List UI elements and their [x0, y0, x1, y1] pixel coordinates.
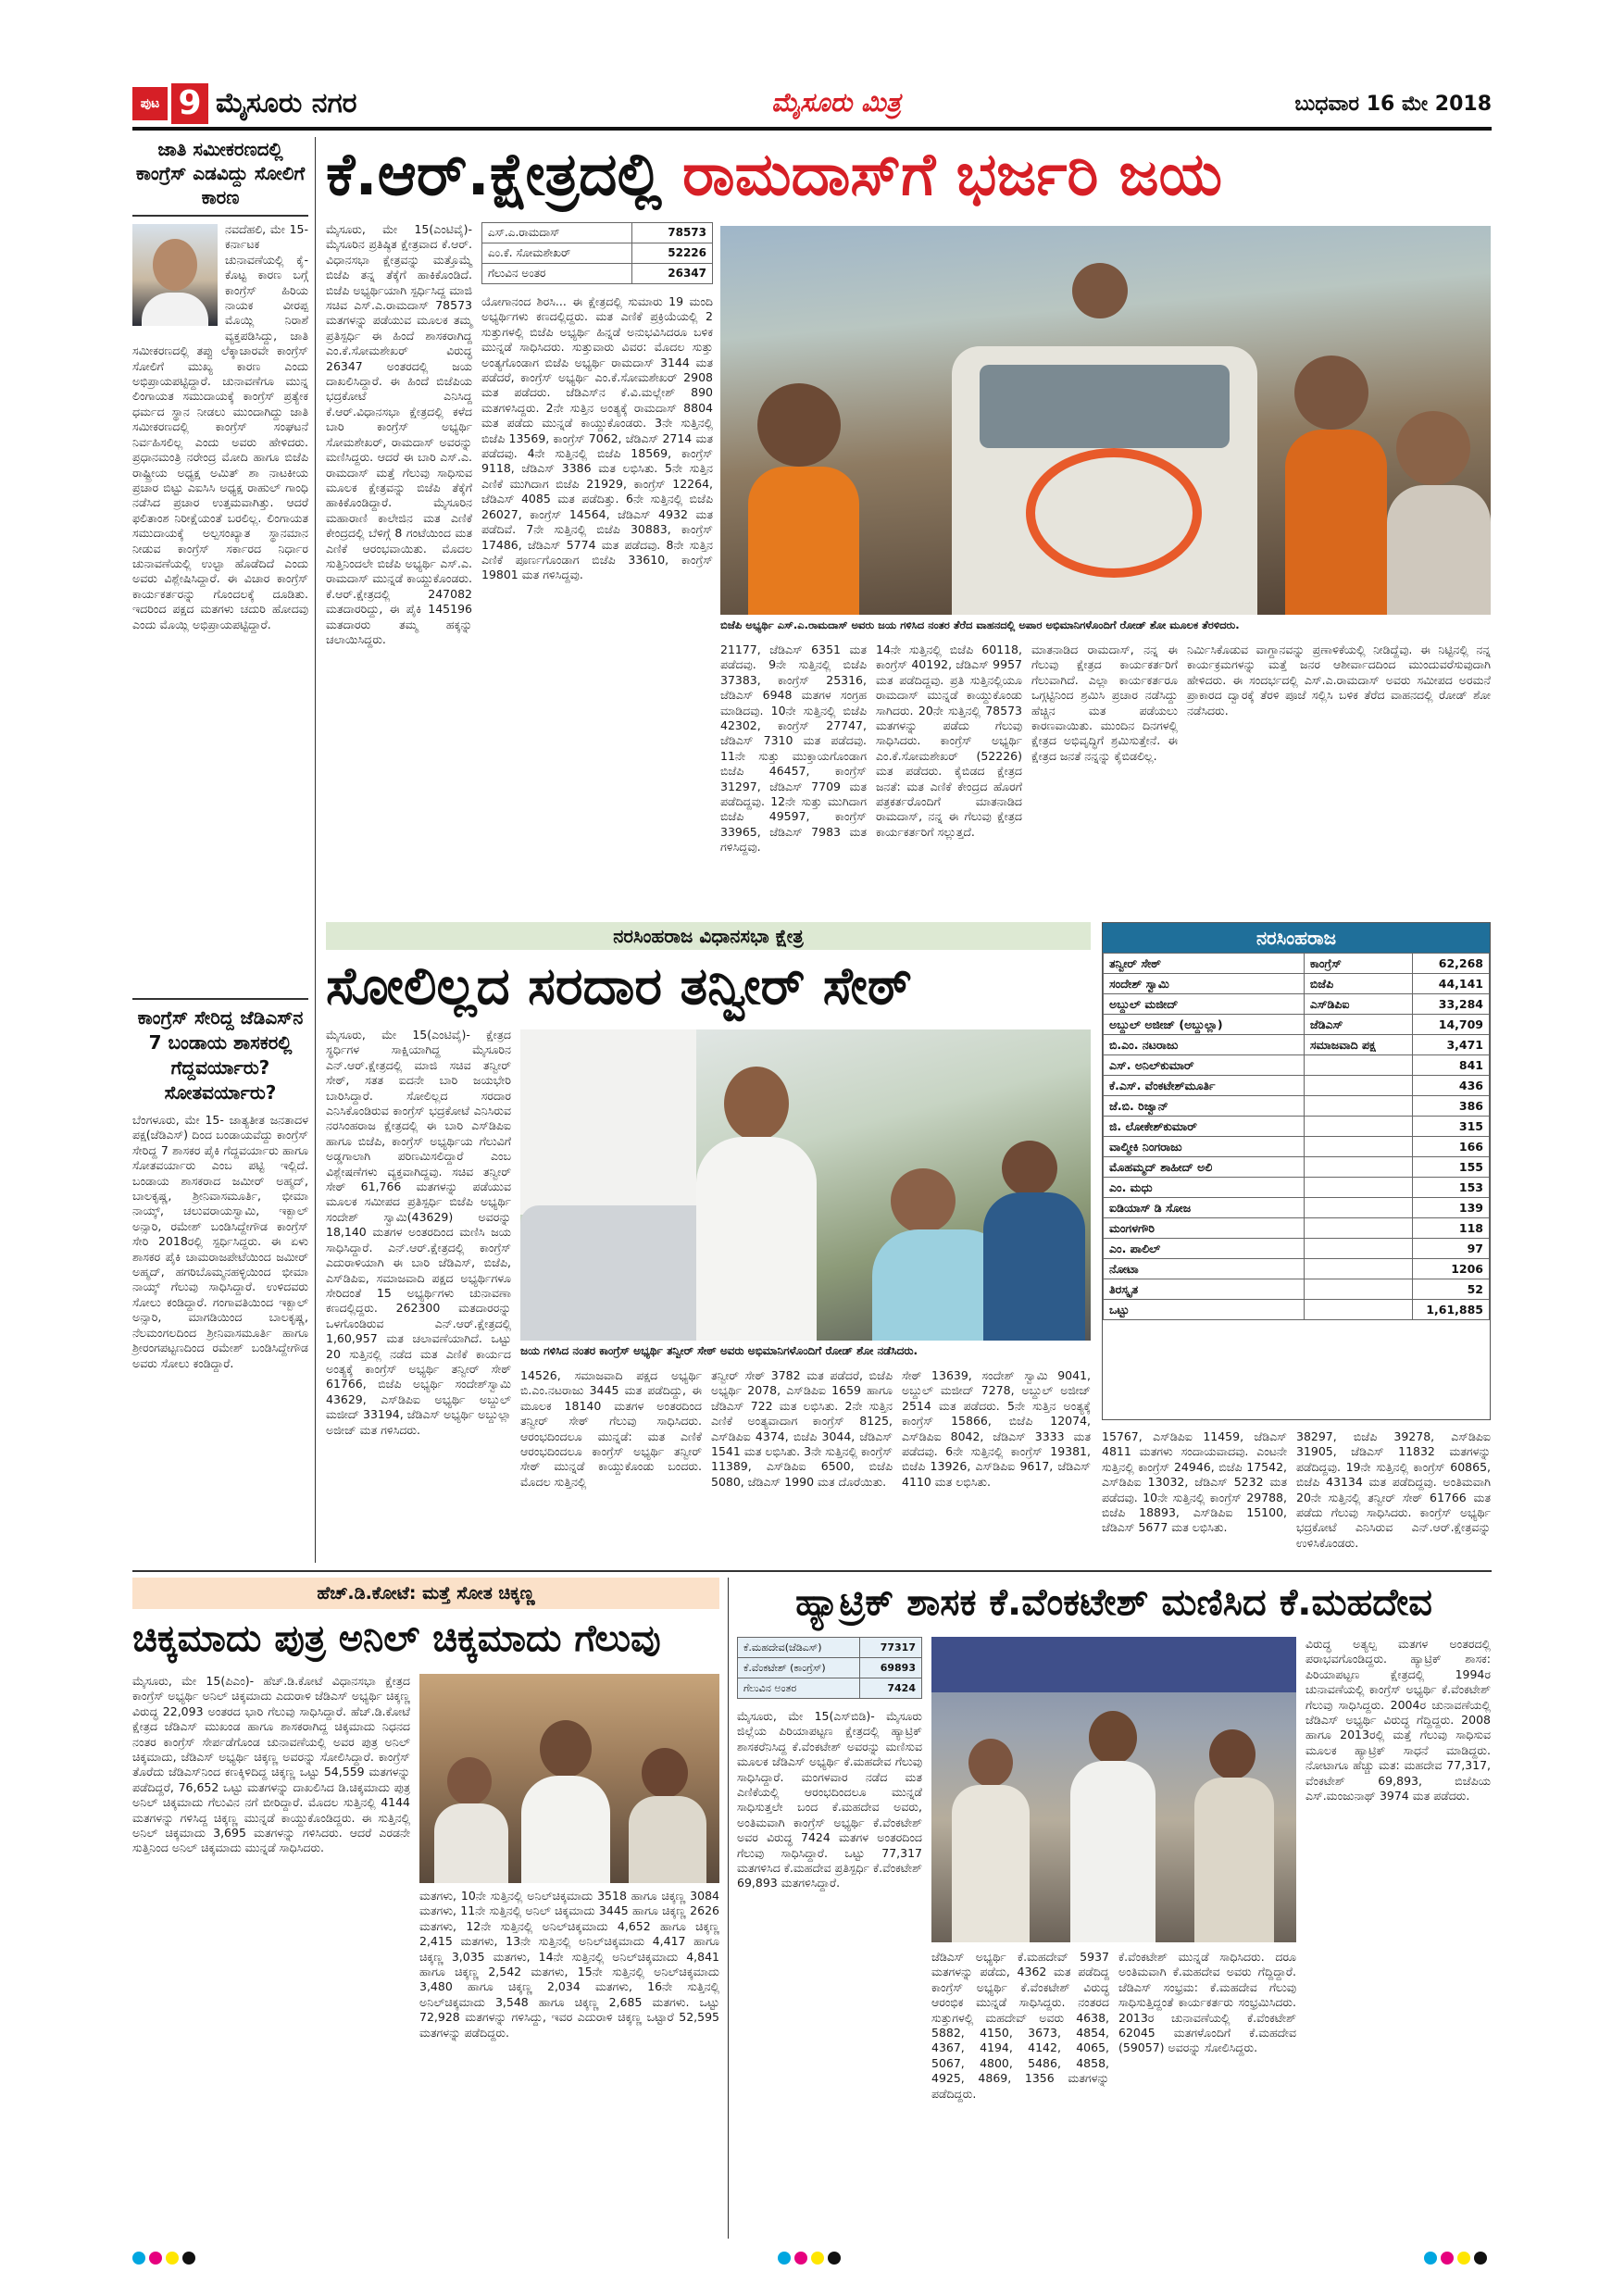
- story2-headline: ಸೋಲಿಲ್ಲದ ಸರದಾರ ತನ್ವೀರ್ ಸೇಠ್: [326, 956, 912, 1017]
- supporter-shirt: [629, 1796, 706, 1883]
- story4-body-c: ಕೆ.ವೆಂಕಟೇಶ್ ಮುನ್ನಡೆ ಸಾಧಿಸಿದರು. ದರೂ ಅಂತಿಮವಾಗಿ ಕೆ.ಮಹದೇವ ಅವರು ಗೆದ್ದಿದ್ದಾರೆ. ಜೆಡಿಎಸ್ ಸಂಭ್ರಮ: ಕೆ.ಮಹದೇವ ಗೆಲುವು ಸಾಧಿಸುತ್ತಿದ್ದಂತೆ ಕಾರ್ಯಕರ್ತರು ಸಂಭ್ರಮಿಸಿದರು. 2013ರ ಚುನಾವಣೆಯಲ್ಲಿ ಕೆ.ವೆಂಕಟೇಶ್ 62045 ಮತಗಳೊಂದಿಗೆ ಕೆ.ಮಹದೇವ (59057) ಅವರನ್ನು ಸೋಲಿಸಿದ್ದರು.: [1118, 1950, 1296, 2055]
- story3-body-a: ಮೈಸೂರು, ಮೇ 15(ಪಿಎಂ)- ಹೆಚ್.ಡಿ.ಕೋಟೆ ವಿಧಾನಸಭಾ ಕ್ಷೇತ್ರದ ಕಾಂಗ್ರೆಸ್ ಅಭ್ಯರ್ಥಿ ಅನಿಲ್ ಚಿಕ್ಕಮಾದು ಎದುರಾಳಿ ಜೆಡಿಎಸ್ ಅಭ್ಯರ್ಥಿ ಚಿಕ್ಕಣ್ಣ ವಿರುದ್ಧ 22,093 ಅಂತರದ ಭಾರಿ ಗೆಲುವು ಸಾಧಿಸಿದ್ದಾರೆ. ಹೆಚ್.ಡಿ.ಕೋಟೆ ಕ್ಷೇತ್ರದ ಜೆಡಿಎಸ್ ಮುಖಂಡ ಹಾಗೂ ಶಾಸಕರಾಗಿದ್ದ ಚಿಕ್ಕಮಾದು ನಿಧನದ ನಂತರ ಕಾಂಗ್ರೆಸ್ ಸೇರ್ಪಡೆಗೊಂಡ ಚುನಾವಣೆಯಲ್ಲಿ ಅವರ ಪುತ್ರ ಅನಿಲ್ ಚಿಕ್ಕಮಾದು, ಜೆಡಿಎಸ್ ಅಭ್ಯರ್ಥಿ ಚಿಕ್ಕಣ್ಣ ಅವರನ್ನು ಸೋಲಿಸಿದ್ದಾರೆ. ಕಾಂಗ್ರೆಸ್ ತೊರೆದು ಜೆಡಿಎಸ್‌ನಿಂದ ಕಣಕ್ಕಿಳಿದಿದ್ದ ಚಿಕ್ಕಣ್ಣ ಒಟ್ಟು 54,559 ಮತಗಳನ್ನು ಪಡೆದಿದ್ದರೆ, 76,652 ಒಟ್ಟು ಮತಗಳನ್ನು ದಾಖಲಿಸಿದ ಡಿ.ಚಿಕ್ಕಮಾದು ಪುತ್ರ ಅನಿಲ್ ಚಿಕ್ಕಮಾದು ಗೆಲುವಿನ ನಗೆ ಬೀರಿದ್ದಾರೆ. ಮೊದಲ ಸುತ್ತಿನಲ್ಲಿ 4144 ಮತಗಳನ್ನು ಗಳಿಸಿದ್ದ ಚಿಕ್ಕಣ್ಣ ಮುನ್ನಡೆ ಕಾಯ್ದುಕೊಂಡಿದ್ದರು. ಈ ಸುತ್ತಿನಲ್ಲಿ ಅನಿಲ್ ಚಿಕ್ಕಮಾದು 3,695 ಮತಗಳನ್ನು ಗಳಿಸಿದರು. ಆದರೆ ಎರಡನೇ ಸುತ್ತಿನಿಂದ ಅನಿಲ್ ಚಿಕ್ಕಮಾದು ಮುನ್ನಡೆ ಸಾಧಿಸಿದರು.: [132, 1674, 410, 1855]
- nr-cell-votes: 1206: [1412, 1259, 1489, 1279]
- nr-cell-party: [1304, 1117, 1412, 1137]
- story1-body-a: ಮೈಸೂರು, ಮೇ 15(ಎಂಟಿವೈ)- ಮೈಸೂರಿನ ಪ್ರತಿಷ್ಠಿತ ಕ್ಷೇತ್ರವಾದ ಕೆ.ಆರ್. ವಿಧಾನಸಭಾ ಕ್ಷೇತ್ರವನ್ನು ಮತ್ತೊಮ್ಮೆ ಬಿಜೆಪಿ ತನ್ನ ತೆಕ್ಕೆಗೆ ಹಾಕಿಕೊಂಡಿದೆ. ಬಿಜೆಪಿ ಅಭ್ಯರ್ಥಿಯಾಗಿ ಸ್ಪರ್ಧಿಸಿದ್ದ ಮಾಜಿ ಸಚಿವ ಎಸ್.ಎ.ರಾಮದಾಸ್ 78573 ಮತಗಳನ್ನು ಪಡೆಯುವ ಮೂಲಕ ತಮ್ಮ ಪ್ರತಿಸ್ಪರ್ಧಿ ಈ ಹಿಂದೆ ಶಾಸಕರಾಗಿದ್ದ ಎಂ.ಕೆ.ಸೋಮಶೇಖರ್ ವಿರುದ್ಧ 26347 ಅಂತರದಲ್ಲಿ ಜಯ ದಾಖಲಿಸಿದ್ದಾರೆ. ಈ ಹಿಂದೆ ಬಿಜೆಪಿಯ ಭದ್ರಕೋಟೆ ಎನಿಸಿದ್ದ ಕೆ.ಆರ್.ವಿಧಾನಸಭಾ ಕ್ಷೇತ್ರದಲ್ಲಿ ಕಳೆದ ಬಾರಿ ಕಾಂಗ್ರೆಸ್ ಅಭ್ಯರ್ಥಿ ಸೋಮಶೇಖರ್, ರಾಮದಾಸ್ ಅವರನ್ನು ಮಣಿಸಿದ್ದರು. ಆದರೆ ಈ ಬಾರಿ ಎಸ್.ಎ. ರಾಮದಾಸ್ ಮತ್ತೆ ಗೆಲುವು ಸಾಧಿಸುವ ಮೂಲಕ ಕ್ಷೇತ್ರವನ್ನು ಬಿಜೆಪಿ ತೆಕ್ಕೆಗೆ ಹಾಕಿಕೊಂಡಿದ್ದಾರೆ. ಮೈಸೂರಿನ ಮಹಾರಾಣಿ ಕಾಲೇಜಿನ ಮತ ಎಣಿಕೆ ಕೇಂದ್ರದಲ್ಲಿ ಬೆಳಿಗ್ಗೆ 8 ಗಂಟೆಯಿಂದ ಮತ ಎಣಿಕೆ ಆರಂಭವಾಯಿತು. ಮೊದಲ ಸುತ್ತಿನಿಂದಲೇ ಬಿಜೆಪಿ ಅಭ್ಯರ್ಥಿ ಎಸ್.ಎ. ರಾಮದಾಸ್ ಮುನ್ನಡೆ ಕಾಯ್ದುಕೊಂಡರು. ಕೆ.ಆರ್.ಕ್ಷೇತ್ರದಲ್ಲಿ 247082 ಮತದಾರರಿದ್ದು, ಈ ಪೈಕಿ 145196 ಮತದಾರರು ತಮ್ಮ ಹಕ್ಕನ್ನು ಚಲಾಯಿಸಿದ್ದರು.: [326, 222, 472, 646]
- black-dot: [1474, 2252, 1487, 2265]
- nr-cell-votes: 386: [1412, 1096, 1489, 1117]
- nr-cell-name: ತನ್ವೀರ್ ಸೇಠ್: [1104, 954, 1305, 974]
- nr-cell-votes: 62,268: [1412, 954, 1489, 974]
- nr-cell-name: ಎಸ್. ಅನಿಲ್‌ಕುಮಾರ್: [1104, 1055, 1305, 1076]
- story4-results-box: [737, 1637, 922, 1703]
- nr-cell-name: ಮಂಗಳಗೌರಿ: [1104, 1218, 1305, 1239]
- result-name: ಕೆ.ಮಹದೇವ(ಜೆಡಿಎಸ್): [738, 1638, 860, 1658]
- nr-cell-name: ಅಬ್ದುಲ್ ಅಜೀಜ್ (ಅಬ್ದುಲ್ಲಾ): [1104, 1015, 1305, 1035]
- nr-cell-votes: 166: [1412, 1137, 1489, 1157]
- crowd-figure: [1396, 411, 1470, 485]
- story2-section-label: ನರಸಿಂಹರಾಜ ವಿಧಾನಸಭಾ ಕ್ಷೇತ್ರ: [326, 922, 1091, 950]
- page-label-box: [132, 87, 168, 120]
- result-name: ಕೆ.ವೆಂಕಟೇಶ್ (ಕಾಂಗ್ರೆಸ್): [738, 1658, 860, 1678]
- nr-cell-votes: 153: [1412, 1178, 1489, 1198]
- nr-cell-party: [1304, 1259, 1412, 1279]
- story4-headline: ಹ್ಯಾಟ್ರಿಕ್ ಶಾಸಕ ಕೆ.ವೆಂಕಟೇಶ್ ಮಣಿಸಿದ ಕೆ.ಮಹದೇವ: [795, 1581, 1432, 1624]
- masthead-logo: ಮೈಸೂರು ಮಿತ್ರ: [771, 87, 901, 118]
- story3-photo: [419, 1674, 719, 1883]
- portrait-shirt: [142, 293, 208, 326]
- table-row: [738, 1658, 922, 1678]
- left-column-divider: [315, 137, 316, 1563]
- supporter-head: [968, 1739, 1013, 1787]
- table-row: [1104, 1015, 1490, 1035]
- crowd-figure: [1072, 263, 1128, 318]
- story2-body-d: ಸೇಠ್ 13639, ಸಂದೇಶ್ ಸ್ವಾಮಿ 9041, ಅಬ್ದುಲ್ ಮಜೀದ್ 7278, ಅಬ್ದುಲ್ ಅಜೀಜ್ 2514 ಮತ ಪಡೆದರು. 5ನೇ ಸುತ್ತಿನ ಅಂತ್ಯಕ್ಕೆ ಕಾಂಗ್ರೆಸ್ 15866, ಬಿಜೆಪಿ 12074, ಎಸ್‌ಡಿಪಿಐ 8042, ಜೆಡಿಎಸ್ 3333 ಮತ ಪಡೆದವು. 6ನೇ ಸುತ್ತಿನಲ್ಲಿ ಕಾಂಗ್ರೆಸ್ 19381, ಬಿಜೆಪಿ 13926, ಎಸ್‌ಡಿಪಿಐ 9617, ಜೆಡಿಎಸ್ 4110 ಮತ ಲಭಿಸಿತು.: [902, 1368, 1091, 1489]
- nr-cell-name: ಎಂ. ಪಾಲಿಲ್: [1104, 1239, 1305, 1259]
- story4-body-d: ವಿರುದ್ಧ ಅತ್ಯಲ್ಪ ಮತಗಳ ಅಂತರದಲ್ಲಿ ಪರಾಭವಗೊಂಡಿದ್ದರು. ಹ್ಯಾಟ್ರಿಕ್ ಶಾಸಕ: ಪಿರಿಯಾಪಟ್ಟಣ ಕ್ಷೇತ್ರದಲ್ಲಿ 1994ರ ಚುನಾವಣೆಯಲ್ಲಿ ಕಾಂಗ್ರೆಸ್ ಅಭ್ಯರ್ಥಿ ಕೆ.ವೆಂಕಟೇಶ್ ಗೆಲುವು ಸಾಧಿಸಿದ್ದರು. 2004ರ ಚುನಾವಣೆಯಲ್ಲಿ ಜೆಡಿಎಸ್ ಅಭ್ಯರ್ಥಿ ವಿರುದ್ಧ ಗೆದ್ದಿದ್ದರು. 2008 ಹಾಗೂ 2013ರಲ್ಲಿ ಮತ್ತೆ ಗೆಲುವು ಸಾಧಿಸುವ ಮೂಲಕ ಹ್ಯಾಟ್ರಿಕ್ ಸಾಧನೆ ಮಾಡಿದ್ದರು. ನೋಟಾಗೂ ಹೆಚ್ಚು ಮತ: ಮಹದೇವ 77,317, ವೆಂಕಟೇಶ್ 69,893, ಬಿಜೆಪಿಯ ಎಸ್.ಮಂಜುನಾಥ್ 3974 ಮತ ಪಡೆದರು.: [1305, 1637, 1491, 1803]
- story4-body-b: ಜೆಡಿಎಸ್ ಅಭ್ಯರ್ಥಿ ಕೆ.ಮಹದೇವ್ 5937 ಮತಗಳನ್ನು ಪಡೆದು, 4362 ಮತ ಪಡೆದಿದ್ದ ಕಾಂಗ್ರೆಸ್ ಅಭ್ಯರ್ಥಿ ಕೆ.ವೆಂಕಟೇಶ್ ವಿರುದ್ಧ ಆರಂಭಿಕ ಮುನ್ನಡೆ ಸಾಧಿಸಿದ್ದರು. ನಂತರದ ಸುತ್ತುಗಳಲ್ಲಿ ಮಹದೇವ್ ಅವರು 4638, 5882, 4150, 3673, 4854, 4367, 4194, 4142, 4065, 5067, 4800, 5486, 4858, 4925, 4869, 1356 ಮತಗಳನ್ನು ಪಡೆದಿದ್ದರು.: [931, 1950, 1109, 2101]
- result-name: ಎಸ್.ಎ.ರಾಮದಾಸ್: [482, 223, 632, 243]
- story1-body-e: ಮಾತನಾಡಿದ ರಾಮದಾಸ್, ನನ್ನ ಈ ಗೆಲುವು ಕ್ಷೇತ್ರದ ಕಾರ್ಯಕರ್ತರಿಗೆ ಗೆಲುವಾಗಿದೆ. ಎಲ್ಲಾ ಕಾರ್ಯಕರ್ತರೂ ಒಗ್ಗಟ್ಟಿನಿಂದ ಶ್ರಮಿಸಿ ಪ್ರಚಾರ ನಡೆಸಿದ್ದು ಹೆಚ್ಚಿನ ಮತ ಪಡೆಯಲು ಕಾರಣವಾಯಿತು. ಮುಂದಿನ ದಿನಗಳಲ್ಲಿ ಕ್ಷೇತ್ರದ ಅಭಿವೃದ್ಧಿಗೆ ಶ್ರಮಿಸುತ್ತೇನೆ. ಈ ಕ್ಷೇತ್ರದ ಜನತೆ ನನ್ನನ್ನು ಕೈಬಿಡಲಿಲ್ಲ.: [1031, 643, 1178, 763]
- section-name: ಮೈಸೂರು ನಗರ: [216, 87, 357, 119]
- result-name: ಗೆಲುವಿನ ಅಂತರ: [738, 1678, 860, 1699]
- nr-cell-name: ತಿರಸ್ಕೃತ: [1104, 1279, 1305, 1300]
- crowd-scarf: [748, 467, 859, 615]
- story2-body-b: 14526, ಸಮಾಜವಾದಿ ಪಕ್ಷದ ಅಭ್ಯರ್ಥಿ ಬಿ.ಎಂ.ನಟರಾಜು 3445 ಮತ ಪಡೆದಿದ್ದು, ಈ ಮೂಲಕ 18140 ಮತಗಳ ಅಂತರದಿಂದ ತನ್ವೀರ್ ಸೇಠ್ ಗೆಲುವು ಸಾಧಿಸಿದರು. ಆರಂಭದಿಂದಲೂ ಮುನ್ನಡೆ: ಮತ ಎಣಿಕೆ ಆರಂಭದಿಂದಲೂ ಕಾಂಗ್ರೆಸ್ ಅಭ್ಯರ್ಥಿ ತನ್ವೀರ್ ಸೇಠ್ ಮುನ್ನಡೆ ಕಾಯ್ದುಕೊಂಡು ಬಂದರು. ಮೊದಲ ಸುತ್ತಿನಲ್ಲಿ: [520, 1368, 702, 1489]
- story2-body-f: 38297, ಬಿಜೆಪಿ 39278, ಎಸ್‌ಡಿಪಿಐ 31905, ಜೆಡಿಎಸ್ 11832 ಮತಗಳನ್ನು ಪಡೆದಿದ್ದವು. 19ನೇ ಸುತ್ತಿನಲ್ಲಿ ಕಾಂಗ್ರೆಸ್ 60865, ಬಿಜೆಪಿ 43134 ಮತ ಪಡೆದಿದ್ದವು. ಅಂತಿಮವಾಗಿ 20ನೇ ಸುತ್ತಿನಲ್ಲಿ ತನ್ವೀರ್ ಸೇಠ್ 61766 ಮತ ಪಡೆದು ಗೆಲುವು ಸಾಧಿಸಿದರು. ಕಾಂಗ್ರೆಸ್ ಅಭ್ಯರ್ಥಿ ಭದ್ರಕೋಟೆ ಎನಿಸಿರುವ ಎನ್.ಆರ್.ಕ್ಷೇತ್ರವನ್ನು ಉಳಿಸಿಕೊಂಡರು.: [1296, 1429, 1491, 1550]
- nr-cell-party: [1304, 1198, 1412, 1218]
- table-row: [1104, 1137, 1490, 1157]
- car-shape: [520, 1205, 724, 1341]
- nr-cell-votes: 1,61,885: [1412, 1300, 1489, 1320]
- nr-cell-party: [1304, 1300, 1412, 1320]
- magenta-dot: [794, 2252, 807, 2265]
- page-header: [132, 83, 1492, 126]
- nr-results-table: [1103, 953, 1490, 1320]
- candidate-head: [724, 1067, 789, 1141]
- table-row: [1104, 1055, 1490, 1076]
- yellow-dot: [1457, 2252, 1470, 2265]
- table-row: [1104, 1259, 1490, 1279]
- supporter-shirt: [983, 1192, 1085, 1341]
- story1-body-f: ನಿರ್ಮಿಸಿಕೊಡುವ ವಾಗ್ದಾನವನ್ನು ಪ್ರಣಾಳಿಕೆಯಲ್ಲಿ ನೀಡಿದ್ದೆವು. ಈ ನಿಟ್ಟಿನಲ್ಲಿ ನನ್ನ ಕಾರ್ಯಕ್ರಮಗಳನ್ನು ಮತ್ತೆ ಜನರ ಆಶೀರ್ವಾದದಿಂದ ಮುಂದುವರೆಸುವುದಾಗಿ ಹೇಳಿದರು. ಈ ಸಂದರ್ಭದಲ್ಲಿ ಎಸ್.ಎ.ರಾಮದಾಸ್ ಅವರು ಸಮೀಪದ ಅರಮನೆ ಪ್ರಾಕಾರದ ದ್ವಾರಕ್ಕೆ ತೆರಳಿ ಪೂಜೆ ಸಲ್ಲಿಸಿ ಬಳಿಕ ತೆರೆದ ವಾಹನದಲ್ಲಿ ರೋಡ್ ಶೋ ನಡೆಸಿದರು.: [1187, 643, 1491, 718]
- issue-date: ಬುಧವಾರ 16 ಮೇ 2018: [1294, 93, 1492, 116]
- nr-table-title: ನರಸಿಂಹರಾಜ: [1103, 923, 1490, 953]
- nr-cell-party: ಸಮಾಜವಾದಿ ಪಕ್ಷ: [1304, 1035, 1412, 1055]
- table-row: [1104, 954, 1490, 974]
- result-name: ಎಂ.ಕೆ. ಸೋಮಶೇಖರ್: [482, 243, 632, 264]
- left-headline-1: ಜಾತಿ ಸಮೀಕರಣದಲ್ಲಿ ಕಾಂಗ್ರೆಸ್ ಎಡವಿದ್ದು ಸೋಲಿಗೆ ಕಾರಣ: [135, 138, 306, 208]
- nr-cell-party: [1304, 1279, 1412, 1300]
- nr-cell-name: ವಾಲ್ಮೀಕಿ ನಿಂಗರಾಜು: [1104, 1137, 1305, 1157]
- winner-shirt: [1070, 1761, 1156, 1942]
- page-label: ಪುಟ: [140, 96, 160, 111]
- story2-body-e: 15767, ಎಸ್‌ಡಿಪಿಐ 11459, ಜೆಡಿಎಸ್ 4811 ಮತಗಳು ಸಂದಾಯವಾದವು. ಎಂಟನೇ ಸುತ್ತಿನಲ್ಲಿ ಕಾಂಗ್ರೆಸ್ 24946, ಬಿಜೆಪಿ 17542, ಎಸ್‌ಡಿಪಿಐ 13032, ಜೆಡಿಎಸ್ 5232 ಮತ ಪಡೆದವು. 10ನೇ ಸುತ್ತಿನಲ್ಲಿ ಕಾಂಗ್ರೆಸ್ 29788, ಬಿಜೆಪಿ 18893, ಎಸ್‌ಡಿಪಿಐ 15100, ಜೆಡಿಎಸ್ 5677 ಮತ ಲಭಿಸಿತು.: [1102, 1429, 1287, 1535]
- nr-cell-votes: 118: [1412, 1218, 1489, 1239]
- nr-cell-name: ನೋಟಾ: [1104, 1259, 1305, 1279]
- result-votes: 52226: [632, 243, 713, 264]
- table-row: [738, 1638, 922, 1658]
- nr-cell-votes: 155: [1412, 1157, 1489, 1178]
- left-body-1: ನವದೆಹಲಿ, ಮೇ 15- ಕರ್ನಾಟಕ ಚುನಾವಣೆಯಲ್ಲಿ ಕೈ-ಕೊಟ್ಟ ಕಾರಣ ಬಗ್ಗೆ ಕಾಂಗ್ರೆಸ್ ಹಿರಿಯ ನಾಯಕ ವೀರಪ್ಪ ಮೊಯ್ಲಿ ನಿರಾಶೆ ವ್ಯಕ್ತಪಡಿಸಿದ್ದು, ಜಾತಿ ಸಮೀಕರಣದಲ್ಲಿ ತಪ್ಪು ಲೆಕ್ಕಾಚಾರವೇ ಕಾಂಗ್ರೆಸ್ ಸೋಲಿಗೆ ಮುಖ್ಯ ಕಾರಣ ಎಂದು ಅಭಿಪ್ರಾಯಪಟ್ಟಿದ್ದಾರೆ. ಚುನಾವಣೆಗೂ ಮುನ್ನ ಲಿಂಗಾಯತ ಸಮುದಾಯಕ್ಕೆ ಕಾಂಗ್ರೆಸ್ ಪ್ರತ್ಯೇಕ ಧರ್ಮದ ಸ್ಥಾನ ನೀಡಲು ಮುಂದಾಗಿದ್ದು ಜಾತಿ ಸಮೀಕರಣದಲ್ಲಿ ಕಾಂಗ್ರೆಸ್ ಸಂಘಟನೆ ನಿರ್ವಹಿಸಲಿಲ್ಲ ಎಂದು ಅವರು ಹೇಳಿದರು. ಪ್ರಧಾನಮಂತ್ರಿ ನರೇಂದ್ರ ಮೋದಿ ಹಾಗೂ ಬಿಜೆಪಿ ರಾಷ್ಟ್ರೀಯ ಅಧ್ಯಕ್ಷ ಅಮಿತ್ ಶಾ ನಾಟಕೀಯ ಪ್ರಚಾರ ಬಿಟ್ಟು ಎಐಸಿಸಿ ಅಧ್ಯಕ್ಷ ರಾಹುಲ್ ಗಾಂಧಿ ನಡೆಸಿದ ಪ್ರಚಾರ ಉತ್ತಮವಾಗಿತ್ತು. ಆದರೆ ಫಲಿತಾಂಶ ನಿರೀಕ್ಷೆಯಂತೆ ಬರಲಿಲ್ಲ. ಲಿಂಗಾಯತ ಸಮುದಾಯಕ್ಕೆ ಅಲ್ಪಸಂಖ್ಯಾತ ಸ್ಥಾನಮಾನ ನೀಡುವ ಕಾಂಗ್ರೆಸ್ ಸರ್ಕಾರದ ನಿರ್ಧಾರ ಚುನಾವಣೆಯಲ್ಲಿ ಉಲ್ಟಾ ಹೊಡೆದಿದೆ ಎಂದು ಅವರು ವಿಶ್ಲೇಷಿಸಿದ್ದಾರೆ. ಈ ವಿಚಾರ ಕಾಂಗ್ರೆಸ್ ಕಾರ್ಯಕರ್ತರನ್ನು ಗೊಂದಲಕ್ಕೆ ದೂಡಿತು. ಇದರಿಂದ ಪಕ್ಷದ ಮತಗಳು ಚದುರಿ ಹೋದವು ಎಂದು ಮೊಯ್ಲಿ ಅಭಿಪ್ರಾಯಪಟ್ಟಿದ್ದಾರೆ.: [132, 222, 308, 631]
- story4-photo: [931, 1637, 1296, 1942]
- nr-cell-party: [1304, 1178, 1412, 1198]
- crowd-figure: [1294, 356, 1368, 430]
- magenta-dot: [1441, 2252, 1454, 2265]
- table-row: [1104, 1157, 1490, 1178]
- moily-photo: [132, 224, 218, 326]
- story3-headline: ಚಿಕ್ಕಮಾದು ಪುತ್ರ ಅನಿಲ್ ಚಿಕ್ಕಮಾದು ಗೆಲುವು: [132, 1617, 661, 1660]
- nr-results-panel: [1102, 922, 1491, 1420]
- nr-cell-name: ಸಂದೇಶ್ ಸ್ವಾಮಿ: [1104, 974, 1305, 994]
- story1-headline-black: ಕೆ.ಆರ್.ಕ್ಷೇತ್ರದಲ್ಲಿ: [326, 141, 662, 209]
- nr-cell-votes: 33,284: [1412, 994, 1489, 1015]
- story1-results-table: [481, 222, 713, 284]
- supporter-shirt: [952, 1785, 1030, 1942]
- nr-cell-votes: 97: [1412, 1239, 1489, 1259]
- nr-cell-party: ಬಿಜೆಪಿ: [1304, 974, 1412, 994]
- story3-divider: [728, 1578, 729, 2239]
- nr-cell-party: ಎಸ್‌ಡಿಪಿಐ: [1304, 994, 1412, 1015]
- table-row: [482, 243, 713, 264]
- story2-body-c: ತನ್ವೀರ್ ಸೇಠ್ 3782 ಮತ ಪಡೆದರೆ, ಬಿಜೆಪಿ ಅಭ್ಯರ್ಥಿ 2078, ಎಸ್‌ಡಿಪಿಐ 1659 ಹಾಗೂ ಜೆಡಿಎಸ್ 722 ಮತ ಲಭಿಸಿತು. 2ನೇ ಸುತ್ತಿನ ಎಣಿಕೆ ಅಂತ್ಯವಾದಾಗ ಕಾಂಗ್ರೆಸ್ 8125, ಎಸ್‌ಡಿಪಿಐ 4374, ಬಿಜೆಪಿ 3044, ಜೆಡಿಎಸ್ 1541 ಮತ ಲಭಿಸಿತು. 3ನೇ ಸುತ್ತಿನಲ್ಲಿ ಕಾಂಗ್ರೆಸ್ 11389, ಎಸ್‌ಡಿಪಿಐ 6500, ಬಿಜೆಪಿ 5080, ಜೆಡಿಎಸ್ 1990 ಮತ ದೊರೆಯಿತು.: [711, 1368, 893, 1489]
- nr-cell-party: [1304, 1137, 1412, 1157]
- nr-cell-name: ಬಿ.ಎಂ. ನಟರಾಜು: [1104, 1035, 1305, 1055]
- story3-kicker: ಹೆಚ್.ಡಿ.ಕೋಟೆ: ಮತ್ತೆ ಸೋತ ಚಿಕ್ಕಣ್ಣ: [132, 1578, 719, 1609]
- story1-body-b: ಯೋಗಾನಂದ ಶಿರಸಿ... ಈ ಕ್ಷೇತ್ರದಲ್ಲಿ ಸುಮಾರು 19 ಮಂದಿ ಅಭ್ಯರ್ಥಿಗಳು ಕಣದಲ್ಲಿದ್ದರು. ಮತ ಎಣಿಕೆ ಪ್ರಕ್ರಿಯೆಯಲ್ಲಿ 2 ಸುತ್ತುಗಳಲ್ಲಿ ಬಿಜೆಪಿ ಅಭ್ಯರ್ಥಿ ಹಿನ್ನಡೆ ಅನುಭವಿಸಿದರೂ ಬಳಿಕ ಮುನ್ನಡೆ ಸಾಧಿಸಿದರು. ಸುತ್ತುವಾರು ವಿವರ: ಮೊದಲ ಸುತ್ತು ಅಂತ್ಯಗೊಂಡಾಗ ಬಿಜೆಪಿ ಅಭ್ಯರ್ಥಿ ರಾಮದಾಸ್ 3144 ಮತ ಪಡೆದರೆ, ಕಾಂಗ್ರೆಸ್ ಅಭ್ಯರ್ಥಿ ಎಂ.ಕೆ.ಸೋಮಶೇಖರ್ 2908 ಮತ ಪಡೆದರು. ಜೆಡಿಎಸ್‌ನ ಕೆ.ವಿ.ಮಲ್ಲೇಶ್ 890 ಮತಗಳಿಸಿದ್ದರು. 2ನೇ ಸುತ್ತಿನ ಅಂತ್ಯಕ್ಕೆ ರಾಮದಾಸ್ 8804 ಮತ ಪಡೆದು ಮುನ್ನಡೆ ಕಾಯ್ದುಕೊಂಡರು. 3ನೇ ಸುತ್ತಿನಲ್ಲಿ ಬಿಜೆಪಿ 13569, ಕಾಂಗ್ರೆಸ್ 7062, ಜೆಡಿಎಸ್ 2714 ಮತ ಪಡೆದವು. 4ನೇ ಸುತ್ತಿನಲ್ಲಿ ಬಿಜೆಪಿ 18569, ಕಾಂಗ್ರೆಸ್ 9118, ಜೆಡಿಎಸ್ 3386 ಮತ ಲಭಿಸಿತು. 5ನೇ ಸುತ್ತಿನ ಎಣಿಕೆ ಮುಗಿದಾಗ ಬಿಜೆಪಿ 21929, ಕಾಂಗ್ರೆಸ್ 12264, ಜೆಡಿಎಸ್ 4085 ಮತ ಪಡೆದಿತ್ತು. 6ನೇ ಸುತ್ತಿನಲ್ಲಿ ಬಿಜೆಪಿ 26027, ಕಾಂಗ್ರೆಸ್ 14564, ಜೆಡಿಎಸ್ 4932 ಮತ ಪಡೆದಿವೆ. 7ನೇ ಸುತ್ತಿನಲ್ಲಿ ಬಿಜೆಪಿ 30883, ಕಾಂಗ್ರೆಸ್ 17486, ಜೆಡಿಎಸ್ 5774 ಮತ ಪಡೆದವು. 8ನೇ ಸುತ್ತಿನ ಎಣಿಕೆ ಪೂರ್ಣಗೊಂಡಾಗ ಬಿಜೆಪಿ 33610, ಕಾಂಗ್ರೆಸ್ 19801 ಮತ ಗಳಿಸಿದ್ದವು.: [481, 294, 713, 582]
- story4-body-a: ಮೈಸೂರು, ಮೇ 15(ಎಸ್‌ಬಿಡಿ)- ಮೈಸೂರು ಜಿಲ್ಲೆಯ ಪಿರಿಯಾಪಟ್ಟಣ ಕ್ಷೇತ್ರದಲ್ಲಿ ಹ್ಯಾಟ್ರಿಕ್ ಶಾಸಕರೆನಿಸಿದ್ದ ಕೆ.ವೆಂಕಟೇಶ್ ಅವರನ್ನು ಮಣಿಸುವ ಮೂಲಕ ಜೆಡಿಎಸ್ ಅಭ್ಯರ್ಥಿ ಕೆ.ಮಹದೇವ ಗೆಲುವು ಸಾಧಿಸಿದ್ದಾರೆ. ಮಂಗಳವಾರ ನಡೆದ ಮತ ಎಣಿಕೆಯಲ್ಲಿ ಆರಂಭದಿಂದಲೂ ಮುನ್ನಡೆ ಸಾಧಿಸುತ್ತಲೇ ಬಂದ ಕೆ.ಮಹದೇವ ಅವರು, ಅಂತಿಮವಾಗಿ ಕಾಂಗ್ರೆಸ್ ಅಭ್ಯರ್ಥಿ ಕೆ.ವೆಂಕಟೇಶ್ ಅವರ ವಿರುದ್ಧ 7424 ಮತಗಳ ಅಂತರದಿಂದ ಗೆಲುವು ಸಾಧಿಸಿದ್ದಾರೆ. ಒಟ್ಟು 77,317 ಮತಗಳಿಸಿದ ಕೆ.ಮಹದೇವ ಪ್ರತಿಸ್ಪರ್ಧಿ ಕೆ.ವೆಂಕಟೇಶ್ 69,893 ಮತಗಳಿಸಿದ್ದಾರೆ.: [737, 1709, 922, 1890]
- result-votes: 69893: [860, 1658, 922, 1678]
- nr-cell-votes: 52: [1412, 1279, 1489, 1300]
- garland-shape: [1026, 448, 1202, 578]
- nr-cell-votes: 3,471: [1412, 1035, 1489, 1055]
- winner-head: [1089, 1711, 1137, 1765]
- stage-banner: [931, 1637, 1296, 1692]
- table-row: [1104, 994, 1490, 1015]
- nr-cell-name: ಐಡಿಯಾಸ್ ಡಿ ಸೋಜ: [1104, 1198, 1305, 1218]
- crowd-scarf: [1285, 430, 1387, 615]
- nr-cell-name: ಕೆ.ಎಸ್. ವೆಂಕಟೇಶ್‌ಮೂರ್ತಿ: [1104, 1076, 1305, 1096]
- supporter-head: [642, 1748, 688, 1798]
- nr-cell-name: ಮೊಹಮ್ಮದ್ ಶಾಹೀದ್ ಅಲಿ: [1104, 1157, 1305, 1178]
- nr-cell-name: ಒಟ್ಟು: [1104, 1300, 1305, 1320]
- result-votes: 77317: [860, 1638, 922, 1658]
- story1-headline-red: ರಾಮದಾಸ್‌ಗೆ ಭರ್ಜರಿ ಜಯ: [682, 141, 1223, 209]
- black-dot: [182, 2252, 195, 2265]
- supporter-shirt: [1194, 1778, 1274, 1942]
- story3-body-b: ಮತಗಳು, 10ನೇ ಸುತ್ತಿನಲ್ಲಿ ಅನಿಲ್‌ಚಿಕ್ಕಮಾದು 3518 ಹಾಗೂ ಚಿಕ್ಕಣ್ಣ 3084 ಮತಗಳು, 11ನೇ ಸುತ್ತಿನಲ್ಲಿ ಅನಿಲ್ ಚಿಕ್ಕಮಾದು 3445 ಹಾಗೂ ಚಿಕ್ಕಣ್ಣ 2626 ಮತಗಳು, 12ನೇ ಸುತ್ತಿನಲ್ಲಿ ಅನಿಲ್‌ಚಿಕ್ಕಮಾದು 4,652 ಹಾಗೂ ಚಿಕ್ಕಣ್ಣ 2,415 ಮತಗಳು, 13ನೇ ಸುತ್ತಿನಲ್ಲಿ ಅನಿಲ್‌ಚಿಕ್ಕಮಾದು 4,417 ಹಾಗೂ ಚಿಕ್ಕಣ್ಣ 3,035 ಮತಗಳು, 14ನೇ ಸುತ್ತಿನಲ್ಲಿ ಅನಿಲ್‌ಚಿಕ್ಕಮಾದು 4,841 ಹಾಗೂ ಚಿಕ್ಕಣ್ಣ 2,542 ಮತಗಳು, 15ನೇ ಸುತ್ತಿನಲ್ಲಿ ಅನಿಲ್‌ಚಿಕ್ಕಮಾದು 3,480 ಹಾಗೂ ಚಿಕ್ಕಣ್ಣ 2,034 ಮತಗಳು, 16ನೇ ಸುತ್ತಿನಲ್ಲಿ ಅನಿಲ್‌ಚಿಕ್ಕಮಾದು 3,548 ಹಾಗೂ ಚಿಕ್ಕಣ್ಣ 2,685 ಮತಗಳು. ಒಟ್ಟು 72,928 ಮತಗಳನ್ನು ಗಳಿಸಿದ್ದು, ಇವರ ಎದುರಾಳಿ ಚಿಕ್ಕಣ್ಣ ಒಟ್ಟಾರೆ 52,595 ಮತಗಳನ್ನು ಪಡೆದಿದ್ದರು.: [419, 1889, 719, 2040]
- story4-results-table: [737, 1637, 922, 1699]
- table-row: [1104, 1198, 1490, 1218]
- building-shape: [520, 1029, 696, 1215]
- supporter-head: [891, 1168, 956, 1233]
- black-dot: [828, 2252, 841, 2265]
- left-rule-2: [132, 998, 308, 1000]
- nr-cell-party: [1304, 1096, 1412, 1117]
- left-headline-2: ಕಾಂಗ್ರೆಸ್ ಸೇರಿದ್ದ ಜೆಡಿಎಸ್‌ನ 7 ಬಂಡಾಯ ಶಾಸಕರಲ್ಲಿ ಗೆದ್ದವರ್ಯಾರು? ಸೋತವರ್ಯಾರು?: [137, 1006, 304, 1104]
- magenta-dot: [149, 2252, 162, 2265]
- cyan-dot: [778, 2252, 791, 2265]
- supporter-head: [1002, 1141, 1057, 1196]
- table-row: [482, 264, 713, 284]
- header-rule: [132, 127, 1492, 131]
- story2-photo-caption: ಜಯ ಗಳಿಸಿದ ನಂತರ ಕಾಂಗ್ರೆಸ್ ಅಭ್ಯರ್ಥಿ ತನ್ವೀರ್ ಸೇಠ್ ಅವರು ಅಭಿಮಾನಿಗಳೊಂದಿಗೆ ರೋಡ್ ಶೋ ನಡೆಸಿದರು.: [520, 1344, 918, 1357]
- nr-cell-votes: 139: [1412, 1198, 1489, 1218]
- supporter-head: [447, 1757, 492, 1805]
- story2-body-a: ಮೈಸೂರು, ಮೇ 15(ಎಂಟಿವೈ)- ಕ್ಷೇತ್ರದ ಸ್ಥರ್ಧಿಗಳ ಸಾಕ್ಷಿಯಾಗಿದ್ದ ಮೈಸೂರಿನ ಎನ್.ಆರ್.ಕ್ಷೇತ್ರದಲ್ಲಿ ಮಾಜಿ ಸಚಿವ ತನ್ವೀರ್ ಸೇಠ್, ಸತತ ಐದನೇ ಬಾರಿ ಜಯಭೇರಿ ಬಾರಿಸಿದ್ದಾರೆ. ಸೋಲಿಲ್ಲದ ಸರದಾರ ಎನಿಸಿಕೊಂಡಿರುವ ಕಾಂಗ್ರೆಸ್ ಭದ್ರಕೋಟೆ ಎನಿಸಿರುವ ನರಸಿಂಹರಾಜ ಕ್ಷೇತ್ರದಲ್ಲಿ ಈ ಬಾರಿ ಎಸ್‌ಡಿಪಿಐ ಹಾಗೂ ಬಿಜೆಪಿ, ಕಾಂಗ್ರೆಸ್ ಅಭ್ಯರ್ಥಿಯ ಗೆಲುವಿಗೆ ಅಡ್ಡಗಾಲಾಗಿ ಪರಿಣಮಿಸಲಿದ್ದಾರೆ ಎಂಬ ವಿಶ್ಲೇಷಣೆಗಳು ವ್ಯಕ್ತವಾಗಿದ್ದವು. ಸಚಿವ ತನ್ವೀರ್ ಸೇಠ್ 61,766 ಮತಗಳನ್ನು ಪಡೆಯುವ ಮೂಲಕ ಸಮೀಪದ ಪ್ರತಿಸ್ಪರ್ಧಿ ಬಿಜೆಪಿ ಅಭ್ಯರ್ಥಿ ಸಂದೇಶ್ ಸ್ವಾಮಿ(43629) ಅವರನ್ನು 18,140 ಮತಗಳ ಅಂತರದಿಂದ ಮಣಿಸಿ ಜಯ ಸಾಧಿಸಿದ್ದಾರೆ. ಎನ್.ಆರ್.ಕ್ಷೇತ್ರದಲ್ಲಿ ಕಾಂಗ್ರೆಸ್ ಎದುರಾಳಿಯಾಗಿ ಈ ಬಾರಿ ಜೆಡಿಎಸ್, ಬಿಜೆಪಿ, ಎಸ್‌ಡಿಪಿಐ, ಸಮಾಜವಾದಿ ಪಕ್ಷದ ಅಭ್ಯರ್ಥಿಗಳೂ ಸೇರಿದಂತೆ 15 ಅಭ್ಯರ್ಥಿಗಳು ಚುನಾವಣಾ ಕಣದಲ್ಲಿದ್ದರು. 262300 ಮತದಾರರನ್ನು ಒಳಗೊಂಡಿರುವ ಎನ್.ಆರ್.ಕ್ಷೇತ್ರದಲ್ಲಿ 1,60,957 ಮತ ಚಲಾವಣೆಯಾಗಿದೆ. ಒಟ್ಟು 20 ಸುತ್ತಿನಲ್ಲಿ ನಡೆದ ಮತ ಎಣಿಕೆ ಕಾರ್ಯದ ಅಂತ್ಯಕ್ಕೆ ಕಾಂಗ್ರೆಸ್ ಅಭ್ಯರ್ಥಿ ತನ್ವೀರ್ ಸೇಠ್ 61766, ಬಿಜೆಪಿ ಅಭ್ಯರ್ಥಿ ಸಂದೇಶ್‌ಸ್ವಾಮಿ 43629, ಎಸ್‌ಡಿಪಿಐ ಅಭ್ಯರ್ಥಿ ಅಬ್ದುಲ್ ಮಜೀದ್ 33194, ಜೆಡಿಎಸ್ ಅಭ್ಯರ್ಥಿ ಅಬ್ದುಲ್ಲಾ ಅಜೀಜ್ ಮತ ಗಳಿಸಿದರು.: [326, 1028, 511, 1437]
- yellow-dot: [166, 2252, 179, 2265]
- nr-cell-party: [1304, 1239, 1412, 1259]
- crowd-shirt: [1387, 485, 1491, 615]
- nr-cell-name: ಜೆ.ಬಿ. ರಿಜ್ವಾನ್: [1104, 1096, 1305, 1117]
- result-votes: 78573: [632, 223, 713, 243]
- table-row: [1104, 974, 1490, 994]
- table-row: [1104, 1279, 1490, 1300]
- nr-cell-name: ಎಂ. ಮಧು: [1104, 1178, 1305, 1198]
- nr-cell-party: [1304, 1218, 1412, 1239]
- story1-body-d: 14ನೇ ಸುತ್ತಿನಲ್ಲಿ ಬಿಜೆಪಿ 60118, ಕಾಂಗ್ರೆಸ್ 40192, ಜೆಡಿಎಸ್ 9957 ಮತ ಪಡೆದಿದ್ದವು. ಪ್ರತಿ ಸುತ್ತಿನಲ್ಲಿಯೂ ರಾಮದಾಸ್ ಮುನ್ನಡೆ ಕಾಯ್ದುಕೊಂಡು ಸಾಗಿದರು. 20ನೇ ಸುತ್ತಿನಲ್ಲಿ 78573 ಮತಗಳನ್ನು ಪಡೆದು ಗೆಲುವು ಸಾಧಿಸಿದರು. ಕಾಂಗ್ರೆಸ್ ಅಭ್ಯರ್ಥಿ ಎಂ.ಕೆ.ಸೋಮಶೇಖರ್ (52226) ಮತ ಪಡೆದರು. ಕೈಬಿಡದ ಕ್ಷೇತ್ರದ ಜನತೆ: ಮತ ಎಣಿಕೆ ಕೇಂದ್ರದ ಹೊರಗೆ ಪತ್ರಕರ್ತರೊಂದಿಗೆ ಮಾತನಾಡಿದ ರಾಮದಾಸ್, ನನ್ನ ಈ ಗೆಲುವು ಕ್ಷೇತ್ರದ ಕಾರ್ಯಕರ್ತರಿಗೆ ಸಲ್ಲುತ್ತದೆ.: [876, 643, 1022, 839]
- nr-cell-name: ಜಿ. ಲೋಕೇಶ್‌ಕುಮಾರ್: [1104, 1117, 1305, 1137]
- yellow-dot: [811, 2252, 824, 2265]
- cyan-dot: [1424, 2252, 1437, 2265]
- story2-photo: [520, 1029, 1091, 1341]
- table-row: [1104, 1218, 1490, 1239]
- crowd-figure: [757, 383, 841, 467]
- story1-photo-caption: ಬಿಜೆಪಿ ಅಭ್ಯರ್ಥಿ ಎಸ್.ಎ.ರಾಮದಾಸ್ ಅವರು ಜಯ ಗಳಿಸಿದ ನಂತರ ತೆರೆದ ವಾಹನದಲ್ಲಿ ಅಪಾರ ಅಭಿಮಾನಿಗಳೊಂದಿಗೆ ರೋಡ್ ಶೋ ಮೂಲಕ ತೆರಳಿದರು.: [720, 618, 1240, 631]
- candidate-shirt: [696, 1137, 817, 1341]
- nr-cell-votes: 315: [1412, 1117, 1489, 1137]
- nr-cell-party: [1304, 1076, 1412, 1096]
- supporter-shirt: [434, 1803, 508, 1883]
- table-row: [482, 223, 713, 243]
- table-row: [738, 1678, 922, 1699]
- nr-cell-party: ಜೆಡಿಎಸ್: [1304, 1015, 1412, 1035]
- portrait-face: [153, 239, 197, 291]
- nr-cell-name: ಅಬ್ದುಲ್ ಮಜೀದ್: [1104, 994, 1305, 1015]
- table-row: [1104, 1178, 1490, 1198]
- nr-cell-party: [1304, 1055, 1412, 1076]
- left-body-2: ಬೆಂಗಳೂರು, ಮೇ 15- ಜಾತ್ಯತೀತ ಜನತಾದಳ ಪಕ್ಷ(ಜೆಡಿಎಸ್) ದಿಂದ ಬಂಡಾಯವೆದ್ದು ಕಾಂಗ್ರೆಸ್ ಸೇರಿದ್ದ 7 ಶಾಸಕರ ಪೈಕಿ ಗೆದ್ದವರ್ಯಾರು ಹಾಗೂ ಸೋತವರ್ಯಾರು ಎಂಬ ಪಟ್ಟಿ ಇಲ್ಲಿದೆ. ಬಂಡಾಯ ಶಾಸಕರಾದ ಜಮೀರ್ ಅಹ್ಮದ್, ಬಾಲಕೃಷ್ಣ, ಶ್ರೀನಿವಾಸಮೂರ್ತಿ, ಭೀಮಾ ನಾಯ್ಕ್, ಚಲುವರಾಯಸ್ವಾಮಿ, ಇಕ್ಬಾಲ್ ಅನ್ಸಾರಿ, ರಮೇಶ್ ಬಂಡಿಸಿದ್ದೇಗೌಡ ಕಾಂಗ್ರೆಸ್ ಸೇರಿ 2018ರಲ್ಲಿ ಸ್ಪರ್ಧಿಸಿದ್ದರು. ಈ ಏಳು ಶಾಸಕರ ಪೈಕಿ ಚಾಮರಾಜಪೇಟೆಯಿಂದ ಜಮೀರ್ ಅಹ್ಮದ್, ಹಗರಿಬೊಮ್ಮನಹಳ್ಳಿಯಿಂದ ಭೀಮಾ ನಾಯ್ಕ್ ಗೆಲುವು ಸಾಧಿಸಿದ್ದಾರೆ. ಉಳಿದವರು ಸೋಲು ಕಂಡಿದ್ದಾರೆ. ಗಂಗಾವತಿಯಿಂದ ಇಕ್ಬಾಲ್ ಅನ್ಸಾರಿ, ಮಾಗಡಿಯಿಂದ ಬಾಲಕೃಷ್ಣ, ನೆಲಮಂಗಲದಿಂದ ಶ್ರೀನಿವಾಸಮೂರ್ತಿ ಹಾಗೂ ಶ್ರೀರಂಗಪಟ್ಟಣದಿಂದ ರಮೇಶ್ ಬಂಡಿಸಿದ್ದೇಗೌಡ ಅವರು ಸೋಲು ಕಂಡಿದ್ದಾರೆ.: [132, 1113, 308, 1370]
- page-number: 9: [171, 83, 208, 124]
- story1-results-box: [481, 222, 713, 289]
- table-row: [1104, 1096, 1490, 1117]
- left-rule-1: [132, 215, 308, 217]
- nr-cell-votes: 14,709: [1412, 1015, 1489, 1035]
- nr-cell-party: [1304, 1157, 1412, 1178]
- winner-head: [540, 1720, 592, 1778]
- story1-headline: [326, 135, 1493, 217]
- left-column: [132, 137, 308, 1563]
- table-row: [1104, 1239, 1490, 1259]
- table-row: [1104, 1300, 1490, 1320]
- nr-cell-votes: 44,141: [1412, 974, 1489, 994]
- story1-body-c: 21177, ಜೆಡಿಎಸ್ 6351 ಮತ ಪಡೆದವು. 9ನೇ ಸುತ್ತಿನಲ್ಲಿ ಬಿಜೆಪಿ 37383, ಕಾಂಗ್ರೆಸ್ 25316, ಜೆಡಿಎಸ್ 6948 ಮತಗಳ ಸಂಗ್ರಹ ಮಾಡಿದವು. 10ನೇ ಸುತ್ತಿನಲ್ಲಿ ಬಿಜೆಪಿ 42302, ಕಾಂಗ್ರೆಸ್ 27747, ಜೆಡಿಎಸ್ 7310 ಮತ ಪಡೆದವು. 11ನೇ ಸುತ್ತು ಮುಕ್ತಾಯಗೊಂಡಾಗ ಬಿಜೆಪಿ 46457, ಕಾಂಗ್ರೆಸ್ 31297, ಜೆಡಿಎಸ್ 7709 ಮತ ಪಡೆದಿದ್ದವು. 12ನೇ ಸುತ್ತು ಮುಗಿದಾಗ ಬಿಜೆಪಿ 49597, ಕಾಂಗ್ರೆಸ್ 33965, ಜೆಡಿಎಸ್ 7983 ಮತ ಗಳಿಸಿದ್ದವು.: [720, 643, 867, 855]
- winner-shirt: [521, 1776, 610, 1883]
- nr-cell-votes: 841: [1412, 1055, 1489, 1076]
- result-votes: 26347: [632, 264, 713, 284]
- table-row: [1104, 1035, 1490, 1055]
- story1-photo: [720, 226, 1491, 615]
- table-row: [1104, 1117, 1490, 1137]
- supporter-head: [1209, 1729, 1255, 1779]
- nr-cell-party: ಕಾಂಗ್ರೆಸ್: [1304, 954, 1412, 974]
- result-votes: 7424: [860, 1678, 922, 1699]
- cyan-dot: [132, 2252, 145, 2265]
- result-name: ಗೆಲುವಿನ ಅಂತರ: [482, 264, 632, 284]
- table-row: [1104, 1076, 1490, 1096]
- jeep-windshield: [980, 365, 1230, 448]
- mid-page-rule: [132, 1570, 1492, 1572]
- nr-cell-votes: 436: [1412, 1076, 1489, 1096]
